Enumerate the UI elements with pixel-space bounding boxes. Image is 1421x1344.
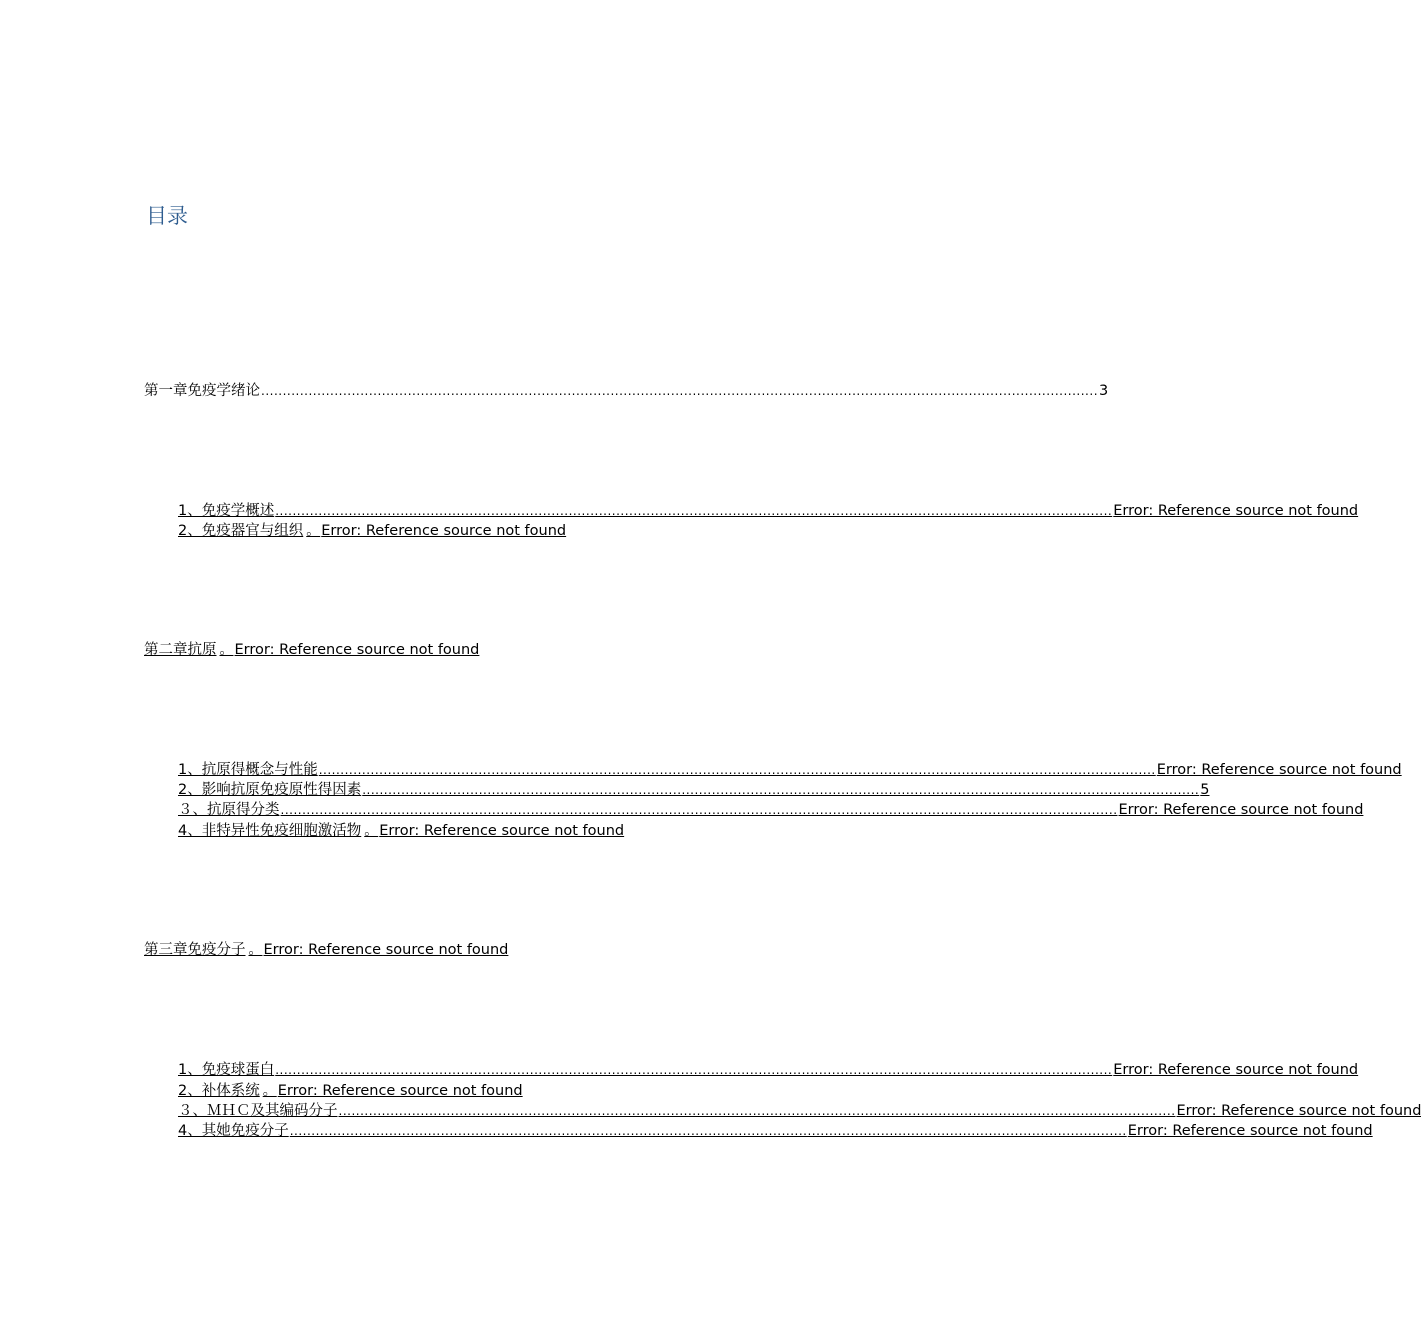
toc-entry-label: 1、免疫球蛋白 bbox=[178, 1062, 275, 1078]
toc-separator: 。 bbox=[364, 823, 379, 839]
toc-entry-page: Error: Reference source not found bbox=[277, 1083, 523, 1099]
toc-entry-label: 1、抗原得概念与性能 bbox=[178, 762, 318, 778]
toc-section-2-1[interactable] bbox=[178, 760, 1402, 780]
toc-entry-label: 2、免疫器官与组织 bbox=[178, 523, 304, 539]
toc-entry-label: 2、补体系统 bbox=[178, 1083, 260, 1099]
toc-chapter-1[interactable] bbox=[144, 381, 1109, 401]
toc-section-3-1[interactable] bbox=[178, 1060, 1359, 1080]
toc-section-2-4[interactable] bbox=[178, 821, 624, 841]
toc-separator: 。 bbox=[219, 642, 234, 658]
dot-leader: .................................................................................................................................................................................................. bbox=[261, 384, 1099, 398]
dot-leader: .................................................................................................................................................................................................. bbox=[338, 1104, 1176, 1118]
toc-section-2-3[interactable] bbox=[178, 800, 1364, 820]
toc-entry-label: 4、其她免疫分子 bbox=[178, 1123, 289, 1139]
dot-leader: .................................................................................................................................................................................................. bbox=[280, 803, 1118, 817]
toc-entry-label: 第二章抗原 bbox=[144, 642, 217, 658]
toc-entry-label: ３、ＭＨＣ及其编码分子 bbox=[178, 1103, 338, 1119]
toc-entry-page: Error: Reference source not found bbox=[379, 823, 625, 839]
toc-chapter-3[interactable] bbox=[144, 940, 508, 960]
toc-entry-page: Error: Reference source not found bbox=[1127, 1123, 1373, 1139]
dot-leader: .................................................................................................................................................................................................. bbox=[275, 1063, 1113, 1077]
dot-leader: .................................................................................................................................................................................................. bbox=[275, 504, 1113, 518]
toc-entry-page: Error: Reference source not found bbox=[321, 523, 567, 539]
dot-leader: .................................................................................................................................................................................................. bbox=[289, 1124, 1127, 1138]
toc-section-3-3[interactable] bbox=[178, 1101, 1421, 1121]
toc-entry-label: ３、抗原得分类 bbox=[178, 802, 280, 818]
toc-section-3-2[interactable] bbox=[178, 1081, 523, 1101]
toc-section-3-4[interactable] bbox=[178, 1121, 1373, 1141]
toc-section-1-1[interactable] bbox=[178, 501, 1359, 521]
toc-entry-label: 1、免疫学概述 bbox=[178, 503, 275, 519]
toc-separator: 。 bbox=[306, 523, 321, 539]
toc-entry-label: 2、影响抗原免疫原性得因素 bbox=[178, 782, 362, 798]
toc-entry-label: 4、非特异性免疫细胞激活物 bbox=[178, 823, 362, 839]
toc-entry-page: Error: Reference source not found bbox=[1113, 1062, 1359, 1078]
toc-separator: 。 bbox=[248, 942, 263, 958]
toc-entry-page: Error: Reference source not found bbox=[1156, 762, 1402, 778]
toc-entry-page: Error: Reference source not found bbox=[1118, 802, 1364, 818]
dot-leader: .................................................................................................................................................................................................. bbox=[318, 763, 1156, 777]
toc-section-1-2[interactable] bbox=[178, 521, 566, 541]
toc-separator: 。 bbox=[262, 1083, 277, 1099]
toc-section-2-2[interactable] bbox=[178, 780, 1210, 800]
toc-entry-label: 第一章免疫学绪论 bbox=[144, 383, 260, 399]
toc-entry-page: 5 bbox=[1200, 782, 1210, 798]
toc-entry-page: Error: Reference source not found bbox=[234, 642, 480, 658]
toc-title: 目录 bbox=[146, 204, 188, 228]
toc-chapter-2[interactable] bbox=[144, 640, 479, 660]
toc-entry-page: Error: Reference source not found bbox=[1176, 1103, 1421, 1119]
toc-entry-page: Error: Reference source not found bbox=[263, 942, 509, 958]
dot-leader: .................................................................................................................................................................................................. bbox=[362, 783, 1200, 797]
toc-entry-label: 第三章免疫分子 bbox=[144, 942, 246, 958]
toc-entry-page: Error: Reference source not found bbox=[1113, 503, 1359, 519]
toc-entry-page: 3 bbox=[1099, 383, 1109, 399]
